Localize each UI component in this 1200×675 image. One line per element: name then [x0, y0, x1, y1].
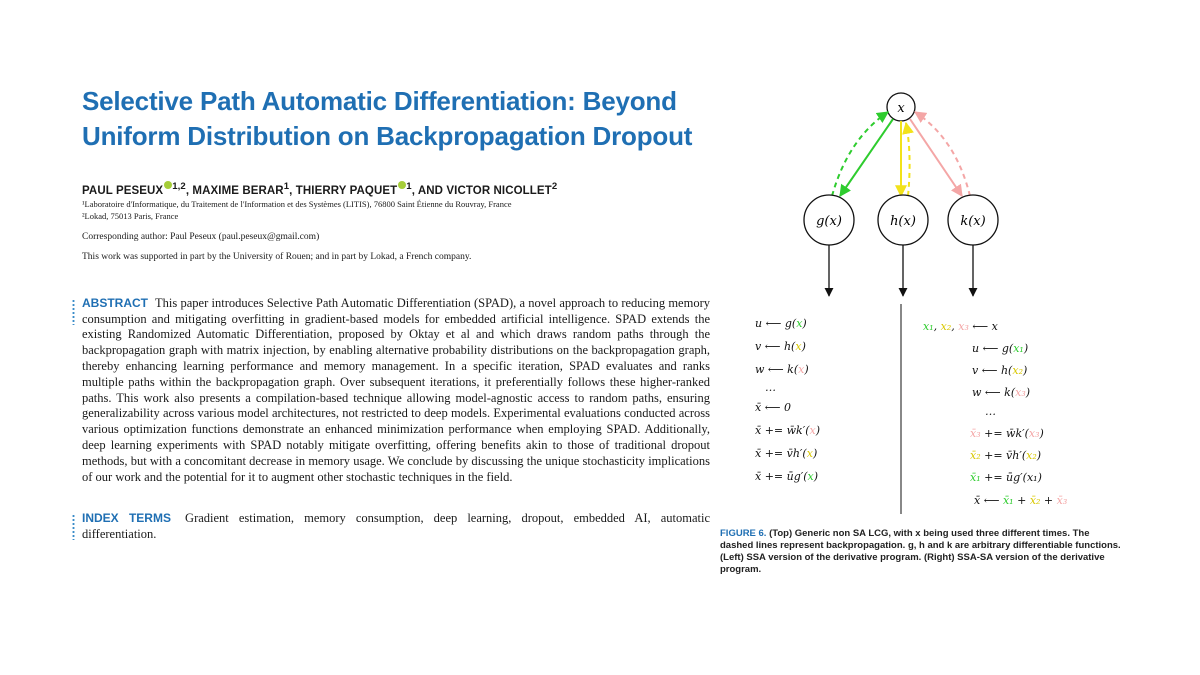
paper-title: Selective Path Automatic Differentiation: Beyond Uniform Distribution on Backpropagation Dropout	[82, 86, 693, 151]
edge-h-backprop	[906, 123, 910, 196]
abstract-section	[82, 296, 710, 486]
edge-k-backprop	[915, 112, 970, 196]
ssa-sa-line: u ⟵ g(x₁)	[972, 342, 1029, 355]
figure-6	[720, 84, 1140, 529]
node-h-label: h(x)	[890, 214, 916, 229]
ssa-program	[755, 317, 820, 483]
ssa-sa-program	[923, 320, 1067, 507]
ssa-sa-line: x̄₁ += ūg′(x₁)	[970, 471, 1042, 484]
affiliation-1: ¹Laboratoire d'Informatique, du Traitement de l'Information et des Systèmes (LITIS), 76800 Saint Étienne du Rouvray, France	[82, 198, 512, 209]
section-marker-icon	[72, 514, 75, 540]
ssa-sa-line: v ⟵ h(x₂)	[972, 364, 1028, 377]
figure-caption-label: FIGURE 6.	[720, 528, 767, 539]
affiliation-2: ²Lokad, 75013 Paris, France	[82, 211, 179, 222]
author-name: PAUL PESEUX	[82, 184, 164, 197]
abstract-heading: ABSTRACT	[82, 295, 148, 310]
author-affil-sup: 1	[283, 181, 290, 192]
ssa-line: x̄ += ūg′(x)	[755, 470, 819, 483]
author-affil-sup: 1,2	[172, 181, 186, 192]
ssa-line: u ⟵ g(x)	[755, 317, 807, 330]
ssa-sa-line: x̄₂ += v̄h′(x₂)	[970, 449, 1042, 462]
ssa-sa-line: x̄₃ += w̄k′(x₃)	[970, 427, 1044, 440]
index-terms-text: Gradient estimation, memory consumption, deep learning, dropout, embedded AI, automatic differentiation.	[82, 511, 710, 542]
author-name: MAXIME BERAR	[192, 184, 284, 197]
funding-note: This work was supported in part by the University of Rouen; and in part by Lokad, a French company.	[82, 251, 472, 262]
node-x-label: x	[897, 101, 905, 116]
orcid-icon	[164, 181, 172, 189]
ssa-line: v ⟵ h(x)	[755, 340, 806, 353]
figure-caption-text: (Top) Generic non SA LCG, with x being used three different times. The dashed lines represent backpropagation. g, h and k are arbitrary differentiable functions. (Left) SSA version of the derivative program. (Right) SSA-SA version of the derivative program.	[720, 528, 1121, 575]
index-terms-section	[82, 511, 710, 543]
figure-caption	[720, 528, 1125, 576]
lcg-diagram	[720, 84, 1140, 529]
ssa-line: w ⟵ k(x)	[755, 363, 809, 376]
author-name: THIERRY PAQUET	[295, 184, 398, 197]
ssa-sa-line: x₁, x₂, x₃ ⟵ x	[923, 320, 998, 333]
ssa-sa-line: x̄ ⟵ x̄₁ + x̄₂ + x̄₃	[974, 494, 1068, 507]
corresponding-author: Corresponding author: Paul Peseux (paul.peseux@gmail.com)	[82, 231, 320, 242]
author-list: PAUL PESEUX $^{1,2}$, MAXIME BERAR$^1$, THIERRY PAQUET $^1$, AND VICTOR NICOLLET$^2$	[82, 181, 558, 197]
ssa-sa-line: …	[985, 405, 996, 418]
index-terms-heading: INDEX TERMS	[82, 511, 171, 526]
paper-front-page	[82, 84, 710, 543]
ssa-line: x̄ += v̄h′(x)	[755, 447, 818, 460]
ssa-line: x̄ += w̄k′(x)	[755, 424, 821, 437]
author-affil-sup: 2	[551, 181, 558, 192]
ssa-sa-line: w ⟵ k(x₃)	[972, 386, 1031, 399]
edge-g-backprop	[832, 112, 888, 196]
ssa-line: …	[765, 381, 776, 394]
author-name: AND VICTOR NICOLLET	[417, 184, 552, 197]
author-affil-sup: 1	[406, 181, 412, 192]
section-marker-icon	[72, 299, 75, 325]
node-k-label: k(x)	[960, 214, 986, 229]
node-g-label: g(x)	[816, 214, 842, 229]
ssa-line: x̄ ⟵ 0	[755, 401, 791, 414]
abstract-text: This paper introduces Selective Path Automatic Differentiation (SPAD), a novel approach to reducing memory consumption and mitigating overfitting in gradient-based models for embedded artificial intelligence. SPAD extends the existing Randomized Automatic Differentiation, proposed by Oktay et al and which draws random paths through the backpropagation graph with matrix injection, by enabling alternative probability distributions on the backpropagation graph, thereby enhancing learning performance and memory management. In a specific iteration, SPAD evaluates and ranks multiple paths within the backpropagation graph. Over subsequent iterations, it preferentially follows these higher-ranked paths. This work also presents a compilation-based technique allowing model-agnostic access to random paths, ensuring generalizability across various model architectures, not restricted to deep models. Experimental evaluations conducted across various optimization functions demonstrate an enhanced minimization performance when employing SPAD. Additionally, deep learning experiments with SPAD notably mitigate overfitting, offering benefits akin to those of traditional dropout methods, but with a concomitant decrease in memory usage. We conclude by discussing the unique stochasticity implications of our work and the potential for it to augment other stochastic techniques in the field.	[82, 295, 710, 484]
